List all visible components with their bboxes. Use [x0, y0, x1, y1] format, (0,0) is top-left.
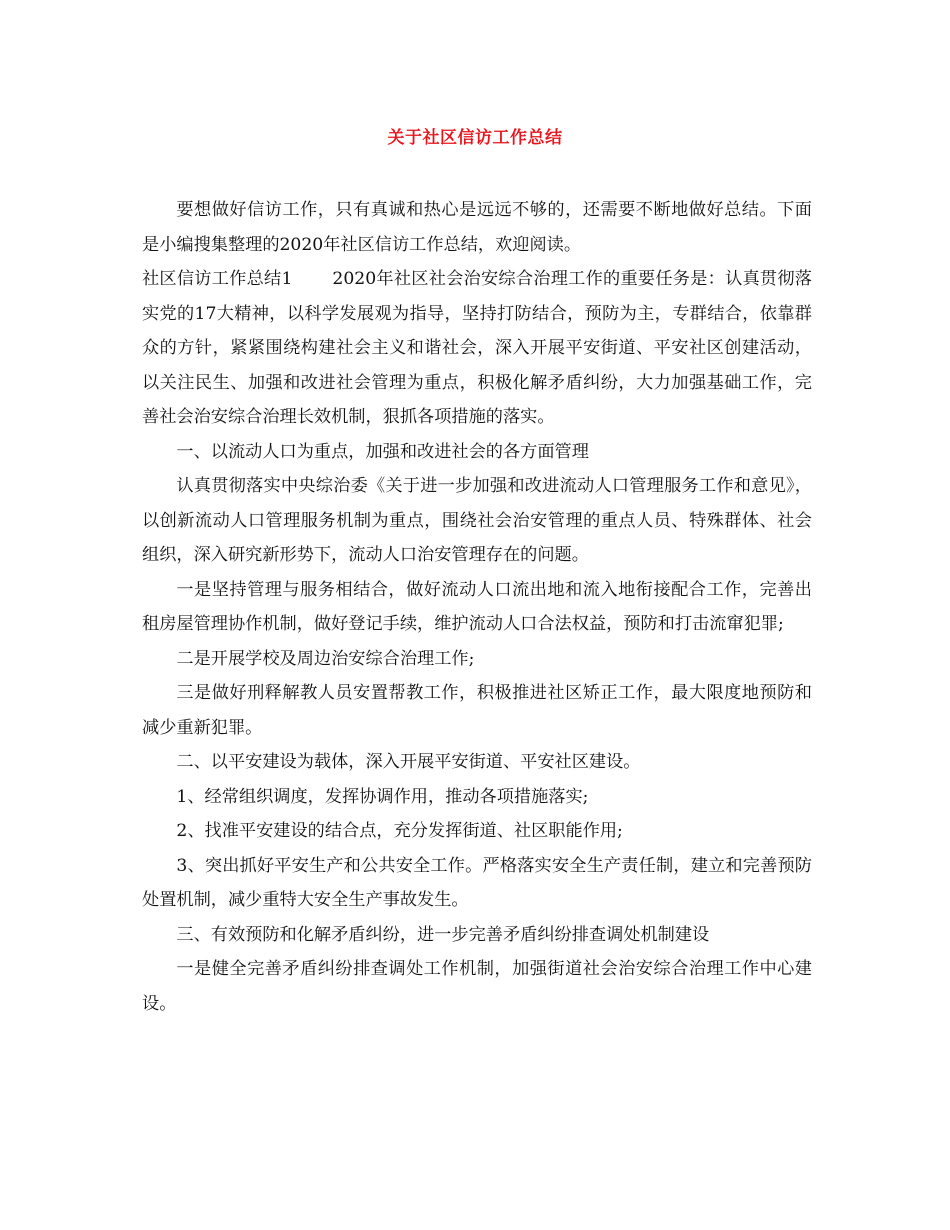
- body-paragraph: 认真贯彻落实中央综治委《关于进一步加强和改进流动人口管理服务工作和意见》，以创新流动人口管理服务机制为重点，围绕社会治安管理的重点人员、特殊群体、社会组织，深入研究新形势下，流动人口治安管理存在的问题。: [142, 476, 812, 565]
- body-paragraph: 三是做好刑释解教人员安置帮教工作，积极推进社区矫正工作，最大限度地预防和减少重新犯罪。: [142, 683, 812, 738]
- summary-1-text: 2020年社区社会治安综合治理工作的重要任务是：认真贯彻落实党的17大精神，以科学发展观为指导，坚持打防结合，预防为主，专群结合，依靠群众的方针，紧紧围绕构建社会主义和谐社会，深入开展平安街道、平安社区创建活动，以关注民生、加强和改进社会管理为重点，积极化解矛盾纠纷，大力加强基础工作，完善社会治安综合治理长效机制，狠抓各项措施的落实。: [142, 269, 812, 427]
- body-paragraph: 一是坚持管理与服务相结合，做好流动人口流出地和流入地衔接配合工作，完善出租房屋管理协作机制，做好登记手续，维护流动人口合法权益，预防和打击流窜犯罪;: [142, 579, 812, 634]
- body-paragraph: 二是开展学校及周边治安综合治理工作;: [176, 648, 475, 669]
- list-item: 3、突出抓好平安生产和公共安全工作。严格落实安全生产责任制，建立和完善预防处置机制，减少重特大安全生产事故发生。: [142, 855, 812, 910]
- document-title: 关于社区信访工作总结: [387, 128, 563, 148]
- body-paragraph: 一是健全完善矛盾纠纷排查调处工作机制，加强街道社会治安综合治理工作中心建设。: [142, 959, 812, 1014]
- section-label: 社区信访工作总结1: [142, 269, 293, 289]
- intro-paragraph: 要想做好信访工作，只有真诚和热心是远远不够的，还需要不断地做好总结。下面是小编搜集整理的2020年社区信访工作总结，欢迎阅读。: [142, 200, 812, 255]
- heading-1: 一、以流动人口为重点，加强和改进社会的各方面管理: [176, 441, 589, 462]
- list-item: 1、经常组织调度，发挥协调作用，推动各项措施落实;: [176, 786, 589, 807]
- summary-1-paragraph: [142, 262, 812, 435]
- list-item: 2、找准平安建设的结合点，充分发挥街道、社区职能作用;: [176, 821, 623, 841]
- heading-3: 三、有效预防和化解矛盾纠纷，进一步完善矛盾纠纷排查调处机制建设: [176, 924, 710, 945]
- heading-2: 二、以平安建设为载体，深入开展平安街道、平安社区建设。: [176, 752, 641, 772]
- document-body: [142, 193, 812, 1021]
